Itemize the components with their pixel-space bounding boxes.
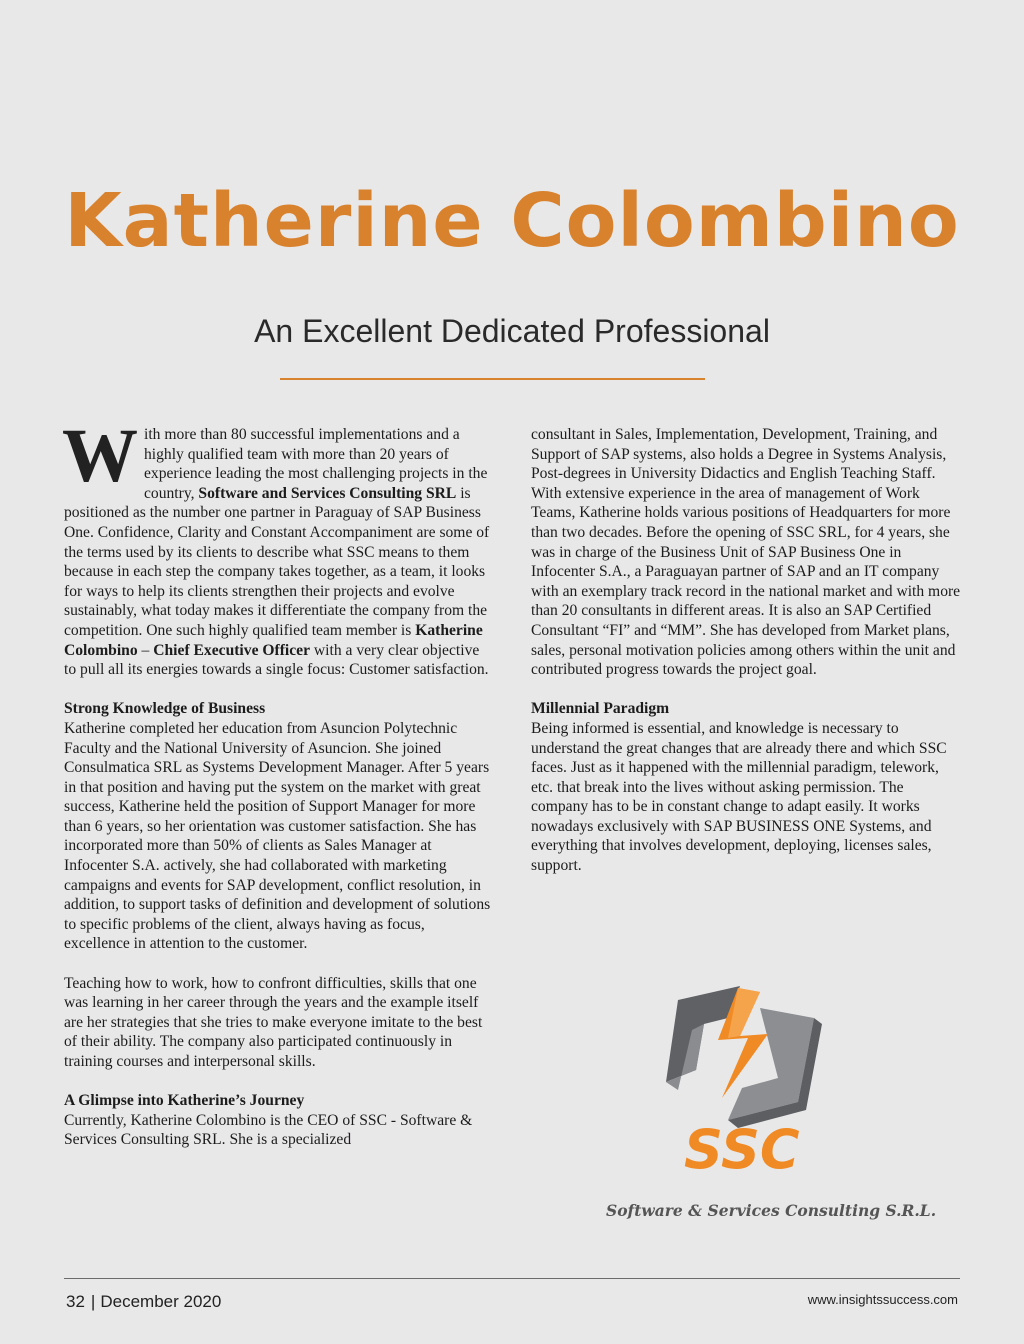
issue-date: December 2020 — [100, 1292, 222, 1311]
footer-page-info — [66, 1292, 221, 1312]
section-heading-millennial: Millennial Paradigm — [531, 700, 670, 718]
section-body-knowledge: Katherine completed her education from Asuncion Polytechnic Faculty and the National University of Asuncion. She joined Consulmatica SRL as Systems Development Manager. After 5 years in that position and having put the system on the market with great success, Katherine held the position of Support Manager for more than 6 years, so her orientation was customer satisfaction. She has incorporated more than 50% of clients as Sales Manager at Infocenter S.A. actively, she had collaborated with marketing campaigns and events for SAP development, conflict resolution, in addition, to support tasks of definition and development of solutions to specific problems of the client, always having as focus, excellence in attention to the customer. — [64, 719, 491, 953]
ssc-logo — [600, 978, 937, 1228]
article-column-right — [531, 425, 961, 876]
footer-divider — [64, 1278, 960, 1279]
footer-separator: | — [90, 1292, 96, 1311]
section-body-millennial: Being informed is essential, and knowledge is necessary to understand the great changes that are already there and which SSC faces. Just as it happened with the millennial paradigm, telework, etc. that break into the lives without asking permission. The company has to be in constant change to adapt easily. It works nowadays exclusively with SAP BUSINESS ONE Systems, and everything that involves development, deploying, licenses sales, support. — [531, 719, 947, 875]
drop-cap: W — [62, 414, 138, 498]
section-body-journey: Currently, Katherine Colombino is the CEO of SSC - Software & Services Consulting SRL. She is a specialized — [64, 1111, 473, 1149]
section-heading-knowledge: Strong Knowledge of Business — [64, 700, 266, 718]
article-column-left — [62, 414, 494, 1150]
section-heading-journey: A Glimpse into Katherine’s Journey — [64, 1092, 305, 1110]
person-name: Katherine Colombino — [64, 621, 483, 659]
website-link[interactable]: www.insightssuccess.com — [807, 1292, 958, 1307]
person-role: Chief Executive Officer — [153, 641, 310, 659]
logo-wordmark: SSC — [684, 1118, 800, 1181]
company-name: Software and Services Consulting SRL — [198, 484, 457, 502]
ssc-lightning-logo-icon — [600, 978, 937, 1228]
intro-text: is positioned as the number one partner in Paraguay of SAP Business One. Confidence, Clarity and Constant Accompaniment are some of the terms used by its clients to describe what SSC means to them because in each step the company takes together, as a team, it looks for ways to help its clients strengthen their projects and evolve sustainably, what today makes it differentiate the company from the competition. One such highly qualified team member is — [64, 484, 490, 639]
intro-text: ith more than 80 successful implementations and a highly qualified team with more than 20 years of experience leading the most challenging projects in the country, — [144, 426, 488, 502]
section-body-journey-continued: consultant in Sales, Implementation, Development, Training, and Support of SAP systems, also holds a Degree in Systems Analysis, Post-degrees in University Didactics and English Teaching Staff. With extensive experience in the area of management of Work Teams, Katherine holds various positions of Headquarters for more than two decades. Before the opening of SSC SRL, for 4 years, she was in charge of the Business Unit of SAP Business One in Infocenter S.A., a Paraguayan partner of SAP and an IT company with an exemplary track record in the national market and with more than 20 consultants in different areas. It is also an SAP Certified Consultant “FI” and “MM”. She has developed from Market plans, sales, personal motivation policies among others within the unit and contributed progress towards the project goal. — [531, 426, 961, 679]
section-body-teaching: Teaching how to work, how to confront difficulties, skills that one was learning in her career through the years and the example itself are her strategies that she tries to make everyone imitate to the best of their ability. The company also participated continuously in training courses and interpersonal skills. — [64, 974, 483, 1070]
logo-tagline: Software & Services Consulting S.R.L. — [606, 1201, 937, 1220]
page-number: 32 — [66, 1292, 85, 1311]
title-divider — [280, 378, 705, 380]
intro-text: with a very clear objective to pull all its energies towards a single focus: Customer satisfaction. — [64, 641, 489, 679]
intro-paragraph — [62, 414, 494, 680]
page-title: Katherine Colombino — [64, 178, 960, 264]
intro-dash: – — [137, 641, 154, 659]
page-subtitle: An Excellent Dedicated Professional — [254, 313, 770, 349]
